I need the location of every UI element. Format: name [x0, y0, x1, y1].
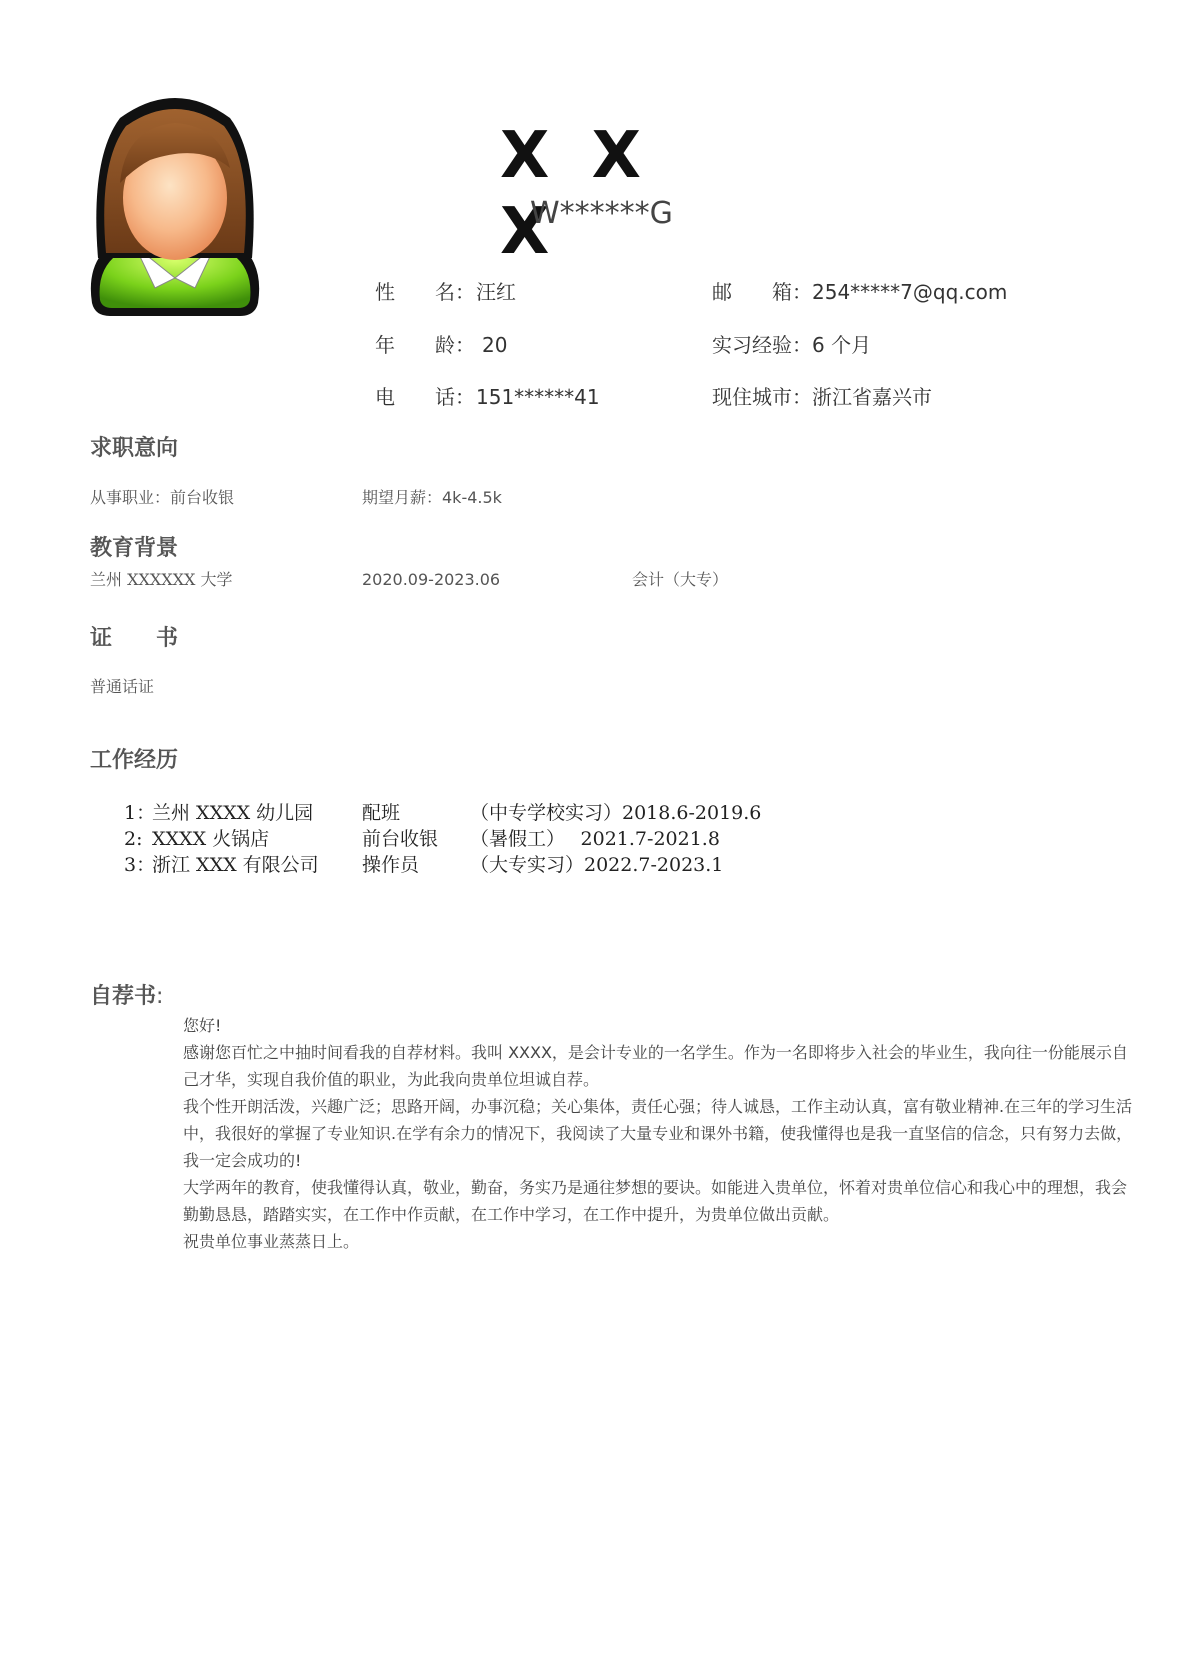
work-item-company: 兰州 XXXX 幼儿园 [152, 802, 314, 824]
letter-paragraph: 祝贵单位事业蒸蒸日上。 [183, 1232, 360, 1251]
letter-title-colon: : [156, 984, 164, 1009]
experience-value: 6 个月 [812, 333, 872, 357]
certificate-item: 普通话证 [90, 677, 155, 696]
age-label: 年 龄： [375, 333, 475, 357]
section-title-work: 工作经历 [90, 748, 179, 773]
experience-label: 实习经验： [712, 333, 812, 357]
intent-salary: 期望月薪：4k-4.5k [362, 488, 502, 507]
work-item-no: 3： [124, 854, 156, 876]
email-value: 254*****7@qq.com [812, 280, 1008, 304]
work-item-company: XXXX 火锅店 [152, 828, 270, 850]
age-value: 20 [482, 333, 508, 357]
work-item-role: 配班 [362, 802, 401, 824]
letter-paragraph: 大学两年的教育，使我懂得认真，敬业，勤奋，务实乃是通往梦想的要诀。如能进入贵单位，怀着对贵单位信心和我心中的理想，我会勤勤恳恳，踏踏实实，在工作中作贡献，在工作中学习，在工作中提升，为贵单位做出贡献。 [183, 1178, 1128, 1224]
letter-paragraph: 感谢您百忙之中抽时间看我的自荐材料。我叫 XXXX，是会计专业的一名学生。作为一名即将步入社会的毕业生，我向往一份能展示自己才华，实现自我价值的职业，为此我向贵单位坦诚自荐。 [183, 1043, 1128, 1089]
section-title-letter [90, 982, 163, 1012]
letter-paragraph: 我个性开朗活泼，兴趣广泛；思路开阔，办事沉稳；关心集体，责任心强；待人诚恳，工作主动认真，富有敬业精神.在三年的学习生活中，我很好的掌握了专业知识.在学有余力的情况下，我阅读了大量专业和课外书籍，使我懂得也是我一直坚信的信念，只有努力去做，我一定会成功的! [183, 1097, 1133, 1170]
intent-job: 从事职业：前台收银 [90, 488, 235, 507]
work-item-role: 前台收银 [362, 828, 439, 850]
work-item-no: 1： [124, 802, 156, 824]
letter-title: 自荐书 [90, 984, 157, 1009]
phone-value: 151******41 [476, 385, 600, 409]
work-item-note: （大专实习）2022.7-2023.1 [470, 854, 724, 876]
section-title-intent: 求职意向 [90, 436, 179, 461]
education-period: 2020.09-2023.06 [362, 570, 501, 589]
avatar [80, 88, 270, 326]
candidate-pinyin: W******G [530, 196, 673, 231]
gender-label: 性 名： [375, 280, 475, 304]
work-item-note: （暑假工） 2021.7-2021.8 [470, 828, 720, 850]
email-label: 邮 箱： [712, 280, 812, 304]
work-item-role: 操作员 [362, 854, 420, 876]
city-label: 现住城市： [712, 385, 812, 409]
section-title-education: 教育背景 [90, 536, 179, 561]
candidate-name: X X X [500, 119, 651, 269]
section-title-certificate: 证 书 [90, 626, 179, 651]
city-value: 浙江省嘉兴市 [812, 385, 932, 409]
education-school: 兰州 XXXXXX 大学 [90, 570, 233, 589]
work-item-no: 2: [124, 828, 143, 850]
female-avatar-icon [80, 88, 270, 326]
work-item-company: 浙江 XXX 有限公司 [152, 854, 319, 876]
work-item-note: （中专学校实习）2018.6-2019.6 [470, 802, 762, 824]
cover-letter [183, 1012, 1133, 1255]
letter-paragraph: 您好! [183, 1016, 222, 1035]
phone-label: 电 话： [375, 385, 475, 409]
education-major: 会计（大专） [632, 570, 729, 589]
gender-value: 汪红 [476, 280, 516, 304]
